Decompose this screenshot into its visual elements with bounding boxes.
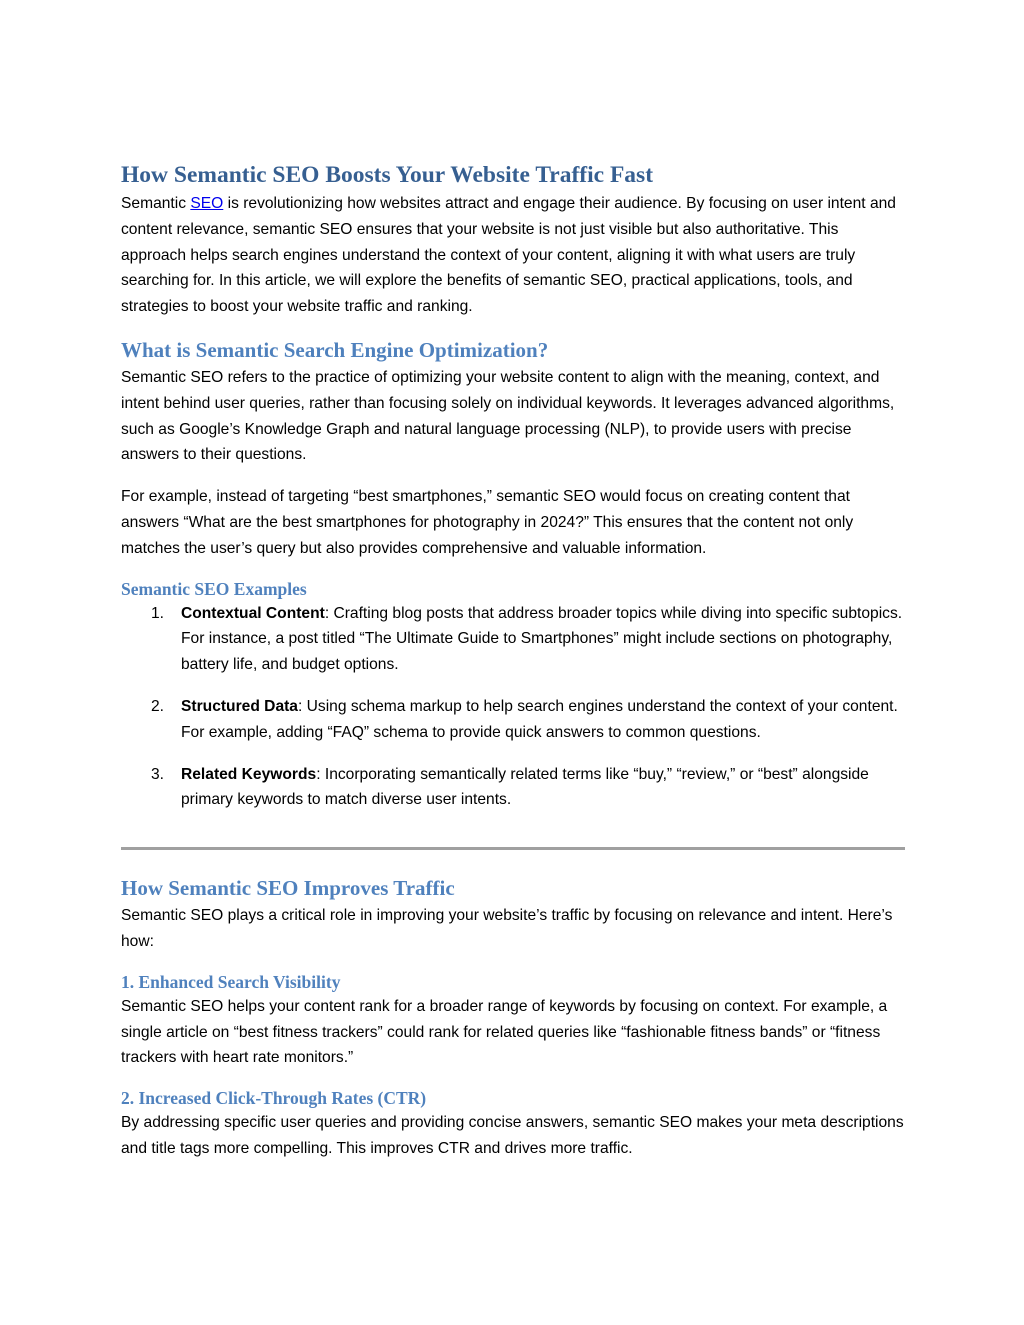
subsection2-heading: 2. Increased Click-Through Rates (CTR) bbox=[121, 1088, 427, 1109]
document-page bbox=[121, 160, 905, 1162]
section1-paragraph-1: Semantic SEO refers to the practice of optimizing your website content to align with the meaning, context, and intent behind user queries, rather than focusing solely on individual keywords. It leverages advanced algorithms, such as Google’s Knowledge Graph and natural language processing (NLP), to provide users with precise answers to their questions. bbox=[121, 368, 895, 464]
list-item bbox=[121, 762, 905, 814]
subsection2-paragraph: By addressing specific user queries and providing concise answers, semantic SEO makes your meta descriptions and title tags more compelling. This improves CTR and drives more traffic. bbox=[121, 1114, 904, 1157]
list-item-text: : Incorporating semantically related terms like “buy,” “review,” or “best” alongside primary keywords to match diverse user intents. bbox=[181, 765, 869, 809]
list-item bbox=[121, 601, 905, 678]
section1-heading: What is Semantic Search Engine Optimization? bbox=[121, 337, 549, 362]
horizontal-divider bbox=[121, 847, 905, 850]
list-item-number: 3. bbox=[151, 765, 165, 783]
list-item-term: Contextual Content bbox=[181, 604, 325, 622]
list-item bbox=[121, 694, 905, 746]
examples-list bbox=[121, 601, 905, 814]
examples-heading: Semantic SEO Examples bbox=[121, 578, 307, 599]
seo-link[interactable]: SEO bbox=[190, 195, 224, 212]
section2-heading: How Semantic SEO Improves Traffic bbox=[121, 876, 455, 901]
intro-paragraph bbox=[121, 191, 905, 320]
list-item-text: : Crafting blog posts that address broader topics while diving into specific subtopics. For instance, a post titled “The Ultimate Guide to Smartphones” might include sections on photography, battery life, and budget options. bbox=[181, 604, 903, 674]
article-title: How Semantic SEO Boosts Your Website Traffic Fast bbox=[121, 162, 654, 188]
section1-paragraph-2: For example, instead of targeting “best smartphones,” semantic SEO would focus on creating content that answers “What are the best smartphones for photography in 2024?” This ensures that the content not only matches the user’s query but also provides comprehensive and valuable information. bbox=[121, 488, 854, 557]
subsection1-heading: 1. Enhanced Search Visibility bbox=[121, 971, 341, 992]
intro-text-rest: is revolutionizing how websites attract and engage their audience. By focusing on user intent and content relevance, semantic SEO ensures that your website is not just visible but also authoritative. This approach helps search engines understand the context of your content, aligning it with what users are truly searching for. In this article, we will explore the benefits of semantic SEO, practical applications, tools, and strategies to boost your website traffic and ranking. bbox=[121, 195, 896, 316]
list-item-number: 2. bbox=[151, 697, 165, 715]
list-item-term: Related Keywords bbox=[181, 765, 317, 783]
intro-text-start: Semantic bbox=[121, 195, 191, 212]
subsection1-paragraph: Semantic SEO helps your content rank for a broader range of keywords by focusing on context. For example, a single article on “best fitness trackers” could rank for related queries like “fashionable fitness bands” or “fitness trackers with heart rate monitors.” bbox=[121, 997, 888, 1067]
section2-paragraph: Semantic SEO plays a critical role in improving your website’s traffic by focusing on relevance and intent. Here’s how: bbox=[121, 907, 893, 950]
list-item-term: Structured Data bbox=[181, 697, 298, 715]
list-item-number: 1. bbox=[151, 604, 165, 622]
list-item-text: : Using schema markup to help search engines understand the context of your content. For example, adding “FAQ” schema to provide quick answers to common questions. bbox=[181, 697, 898, 741]
